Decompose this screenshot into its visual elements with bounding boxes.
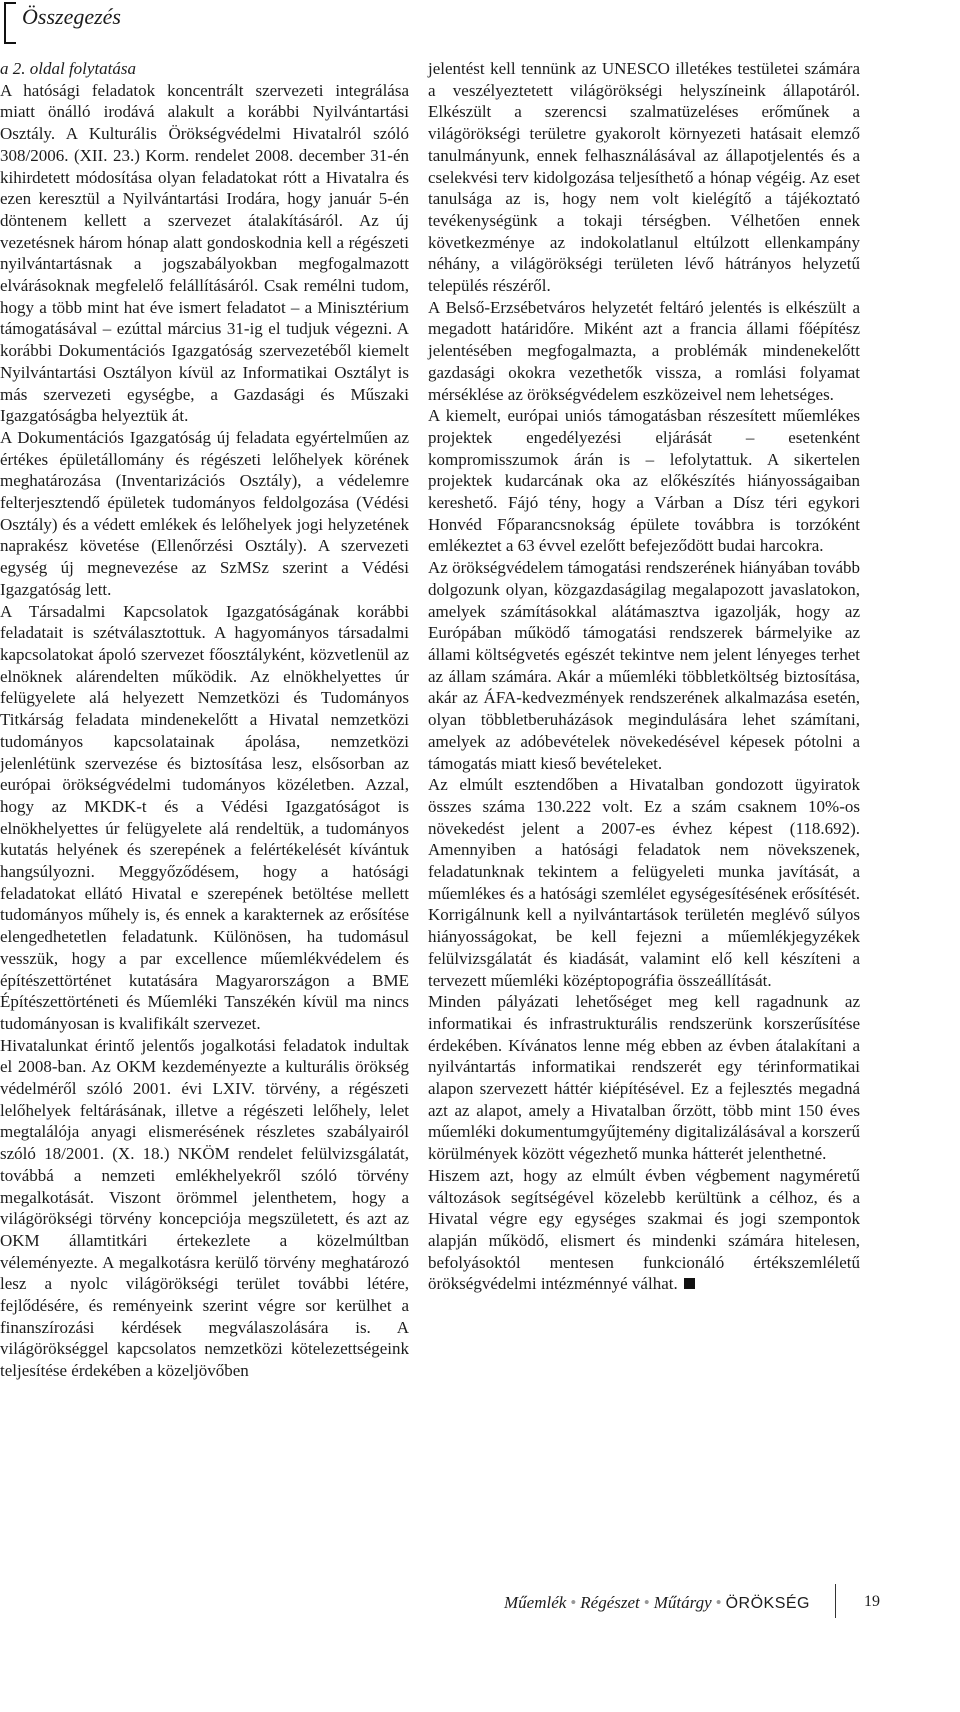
section-title: Összegezés [22,4,121,29]
paragraph: Az elmúlt esztendőben a Hivatalban gondozott ügyiratok összes száma 130.222 volt. Ez a szám csaknem 10%-os növekedést jelent a 2007-es évhez képest (118.692). Amennyiben a hatósági feladatok nem növekszenek, feladatunknak tekintem a felügyeleti munka javítását, a műemlékes és a hatósági szemlélet egységesítésének erősítését. Korrigálnunk kell a nyilvántartások területén meglévő súlyos hiányosságokat, be kell fejezni a műemlékjegyzékek felülvizsgálatát és kiadását, valamint elő kell készíteni a tervezett műemléki középtopográfia összeállítását. [428,775,860,990]
footer-divider [835,1584,836,1618]
paragraph: Hivatalunkat érintő jelentős jogalkotási feladatok indultak el 2008-ban. Az OKM kezdeményezte a kulturális örökség védelméről szóló 2001. évi LXIV. törvény, a régészeti lelőhelyek feltárásának, illetve a régészeti lelőhely, lelet megtalálója anyagi elismerésének részletes szabályairól szóló 18/2001. (X. 18.) NKÖM rendelet felülvizsgálatát, továbbá a nemzeti emlékhelyekről szóló törvény megalkotását. Viszont örömmel jelenthetem, hogy a világörökségi törvény koncepciója megszületett, és azt az OKM államtitkári értekezlete a közelmúltban véleményezte. A megalkotásra kerülő törvény meghatározó lesz a nyolc világörökségi terület további létére, fejlődésére, és reményeink szerint végre sor kerülhet a finanszírozási kérdések megválaszolására is. A világörökséggel kapcsolatos nemzetközi kötelezettségeink teljesítése érdekében a közeljövőben [0,1035,409,1381]
bullet-separator-icon: • [570,1593,577,1612]
magazine-name [504,1593,810,1613]
continuation-note: a 2. oldal folytatása [0,59,136,78]
title-bracket-ornament [4,2,16,44]
magazine-word: Régészet [580,1593,640,1612]
magazine-word: ÖRÖKSÉG [725,1595,810,1612]
magazine-word: Műemlék [504,1593,567,1612]
paragraph: jelentést kell tennünk az UNESCO illetékes testületei számára a veszélyeztetett világörökségi helyszíneink állapotáról. Elkészült a szerencsi szalmatüzeléses erőműnek a világörökségi területre gyakorolt környezeti hatásait elemző tanulmányunk, ennek felhasználásával az állapotjelentés és a cselekvési terv kidolgozása teljesíthető a hónap végéig. Az eset tanulsága az is, hogy nem volt kielégítő a tájékoztató tevékenységünk a tokaji térségben. Vélhetően ennek következménye az indokolatlanul eltúlzott ellenkampány néhány, a világörökségi területen lévő hátrányos helyzetű település részéről. [428,59,860,296]
bullet-separator-icon: • [715,1593,722,1612]
page-number: 19 [864,1593,880,1610]
paragraph: A Dokumentációs Igazgatóság új feladata egyértelműen az értékes épületállomány és régészeti lelőhelyek körének meghatározása (Inventarizációs Osztály), a védelemre felterjesztendő épületek tudományos feldolgozása (Védési Osztály) és a védett emlékek és lelőhelyek jogi helyzetének naprakész követése (Ellenőrzési Osztály). A szervezeti egység új megnevezése az SzMSz szerint a Védési Igazgatóság lett. [0,427,409,599]
paragraph: A Társadalmi Kapcsolatok Igazgatóságának korábbi feladatait is szétválasztottuk. A hagyományos társadalmi kapcsolatokat ápoló szervezet főosztályként, közvetlenül az elnöknek alárendelten működik. Az elnökhelyettes úr felügyelete alá helyezett Nemzetközi és Tudományos Titkárság feladata mindenekelőtt a Hivatal nemzetközi tudományos kapcsolatainak ápolása, nemzetközi jelenlétünk szervezése és biztosítása lesz, elsősorban az európai örökségvédelmi tudományos közéletben. Azzal, hogy az MKDK-t és a Védési Igazgatóságot is elnökhelyettes úr felügyelete alá rendeltük, a tudományos kutatás helyének és szerepének a felértékelését kívántuk hangsúlyozni. Meggyőződésem, hogy a hatósági feladatokat ellátó Hivatal e szerepének betöltése mellett tudományos műhely is, és ennek a karakternek az erősítése elengedhetetlen feladatunk. Különösen, ha tudomásul vesszük, hogy a par excellence műemlékvédelem és építészettörténet kutatására Magyarországon a BME Építészettörténeti és Műemléki Tanszékén kívül ma nincs tudományosan is kvalifikált szervezet. [0,601,409,1033]
left-column [0,58,409,1382]
closing-paragraph [428,1165,860,1295]
magazine-word: Műtárgy [653,1593,712,1612]
end-of-article-icon [684,1278,695,1289]
paragraph-text: Hiszem azt, hogy az elmúlt évben végbement nagyméretű változások segítségével közelebb kerültünk a célhoz, és a Hivatal végre egy egységes szakmai és jogi szempontok alapján működő, elismert és mindenki számára hitelesen, befolyásoktól mentesen funkcionáló értékszemléletű örökségvédelmi intézménnyé válhat. [428,1165,860,1294]
paragraph: A Belső-Erzsébetváros helyzetét feltáró jelentés is elkészült a megadott határidőre. Miként azt a francia állami főépítész jelentésében megfogalmazta, a problémák mindenekelőtt gazdasági okokra vezethetők vissza, a romlási folyamat mérséklése az örökségvédelem eszközeivel nem lehetséges. [428,297,860,404]
bullet-separator-icon: • [643,1593,650,1612]
paragraph: A kiemelt, európai uniós támogatásban részesített műemlékes projektek engedélyezési eljárását – esetenként kompromisszumok árán is – lefolytattuk. A sikertelen projektek kudarcának oka az előkészítés hiányosságaiban kereshető. Fájó tény, hogy a Várban a Dísz téri egykori Honvéd Főparancsnokság épülete továbbra is torzóként emlékeztet a 63 évvel ezelőtt befejeződött budai harcokra. [428,406,860,556]
paragraph: Minden pályázati lehetőséget meg kell ragadnunk az informatikai és infrastrukturális rendszerünk korszerűsítése érdekében. Kívánatos lenne még ebben az évben átalakítani a nyilvántartás informatikai rendszerét egy térinformatikai alapon szervezett háttér kiépítésével. Ez a fejlesztés megadná azt az alapot, amely a Hivatalban őrzött, több mint 150 éves műemléki dokumentumgyűjtemény digitalizálásával a korszerű körülmények között végezhető munka hátterét jelenthetné. [428,992,860,1164]
paragraph: A hatósági feladatok koncentrált szervezeti integrálása miatt önálló irodává alakult a korábbi Nyilvántartási Osztály. A Kulturális Örökségvédelmi Hivatalról szóló 308/2006. (XII. 23.) Korm. rendelet 2008. december 31-én kihirdetett módosítása olyan feladatokat rótt a Hivatalra és ezen keresztül a Nyilvántartási Irodára, hogy január 5-én döntenem kellett a szervezet átalakításáról. Az új vezetésnek három hónap alatt gondoskodnia kell a régészeti nyilvántartásnak a jogszabályokban megfogalmazott elvárásoknak megfelelő felállításáról. Csak remélni tudom, hogy a több mint hat éve ismert feladatot – a Minisztérium támogatásával – ezúttal március 31-ig el tudjuk végezni. A korábbi Dokumentációs Igazgatóság szervezetéből kiemelt Nyilvántartási Osztályon kívül az Informatikai Osztályt is más szervezeti egységbe, a Gazdasági és Műszaki Igazgatóságba helyeztük át. [0,80,409,426]
page-footer [470,1590,880,1630]
right-column [428,58,860,1295]
paragraph: Az örökségvédelem támogatási rendszerének hiányában tovább dolgozunk olyan, közgazdaságilag megalapozott javaslatokon, amelyek számításokkal alátámasztva igazolják, hogy az Európában működő támogatási rendszerek bármelyike az állami költségvetés egészét tekintve nem jelent lényeges terhet az állam számára. Akár a műemléki többletköltség biztosítása, akár az ÁFA-kedvezmények rendszerének alkalmazása esetén, olyan többletberuházások megindulására lehet számítani, amelyek az adóbevételek növekedésével képesek pótolni a támogatás miatt kieső bevételeket. [428,558,860,773]
